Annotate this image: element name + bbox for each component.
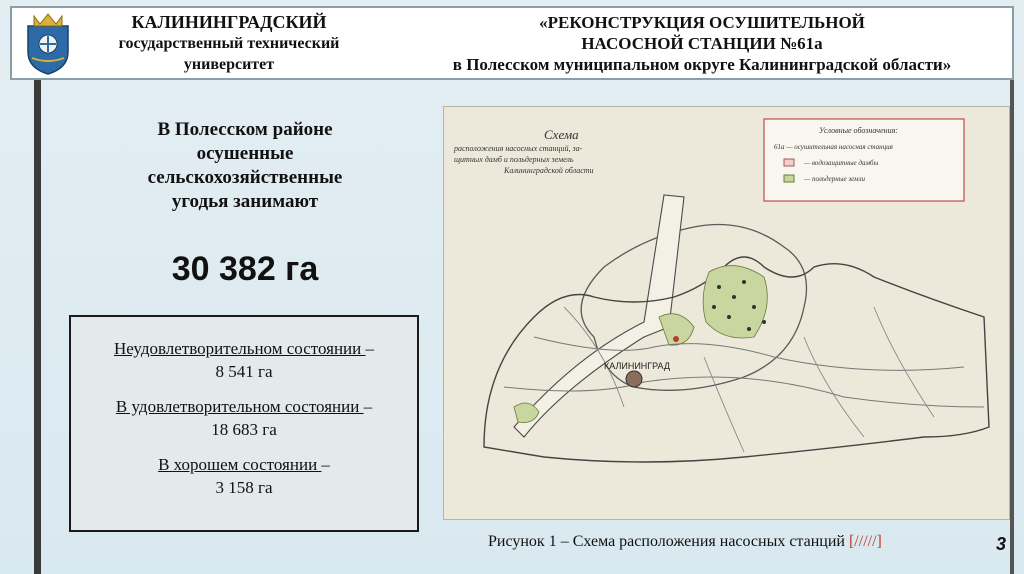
university-line-1: КАЛИНИНГРАДСКИЙ [131,12,327,32]
map-title: Схема [544,127,579,142]
intro-line-3: сельскохозяйственные [147,167,343,188]
map-legend-item: — водозащитные дамбы [804,159,879,167]
university-line-3: университет [183,56,275,73]
caption-text: Рисунок 1 – Схема расположения насосных станций [488,533,849,550]
map-city-label: КАЛИНИНГРАД [604,361,670,371]
condition-value: 8 541 га [215,362,273,381]
project-line-2: НАСОСНОЙ СТАНЦИИ №61а [581,34,823,53]
condition-item: В хорошем состоянии – 3 158 га [158,455,330,497]
intro-line-2: осушенные [196,143,294,164]
total-area: 30 382 га [171,250,319,288]
caption-reference: [/////] [848,533,882,550]
condition-label: Неудовлетворительном состоянии [114,339,366,358]
map-legend-item: 61а — осушительная насосная станция [774,143,893,151]
map-title-line-3: Калининградской области [504,166,594,175]
pumping-stations-map [443,106,1010,520]
intro-line-1: В Полесском районе [157,119,333,140]
left-accent-bar [34,80,41,574]
project-line-3: в Полесском муниципальном округе Калининградской области» [452,55,952,74]
condition-item: Неудовлетворительном состоянии – 8 541 га [114,339,374,381]
intro-text [110,118,380,214]
map-legend-title: Условные обозначения: [819,126,898,135]
coat-of-arms-icon [24,12,72,76]
condition-item: В удовлетворительном состоянии – 18 683 га [115,397,373,439]
header [10,6,1014,80]
condition-stats-box [69,315,419,532]
condition-value: 3 158 га [215,478,273,497]
condition-label: В удовлетворительном состоянии [115,397,364,416]
map-title-line-2: щитных дамб и польдерных земель [454,155,574,164]
intro-line-4: угодья занимают [171,191,319,212]
university-line-2: государственный технический [118,35,340,52]
map-title-line-1: расположения насосных станций, за- [454,144,583,153]
map-legend-item: — польдерные земли [804,175,866,183]
right-accent-bar [1010,80,1014,574]
map-drawing [444,107,1009,519]
page-number: 3 [996,534,1007,554]
project-title [402,12,1002,75]
condition-label: В хорошем состоянии [158,455,322,474]
university-name [84,12,374,75]
figure-caption [488,533,882,551]
condition-value: 18 683 га [211,420,277,439]
project-line-1: «РЕКОНСТРУКЦИЯ ОСУШИТЕЛЬНОЙ [539,13,865,32]
